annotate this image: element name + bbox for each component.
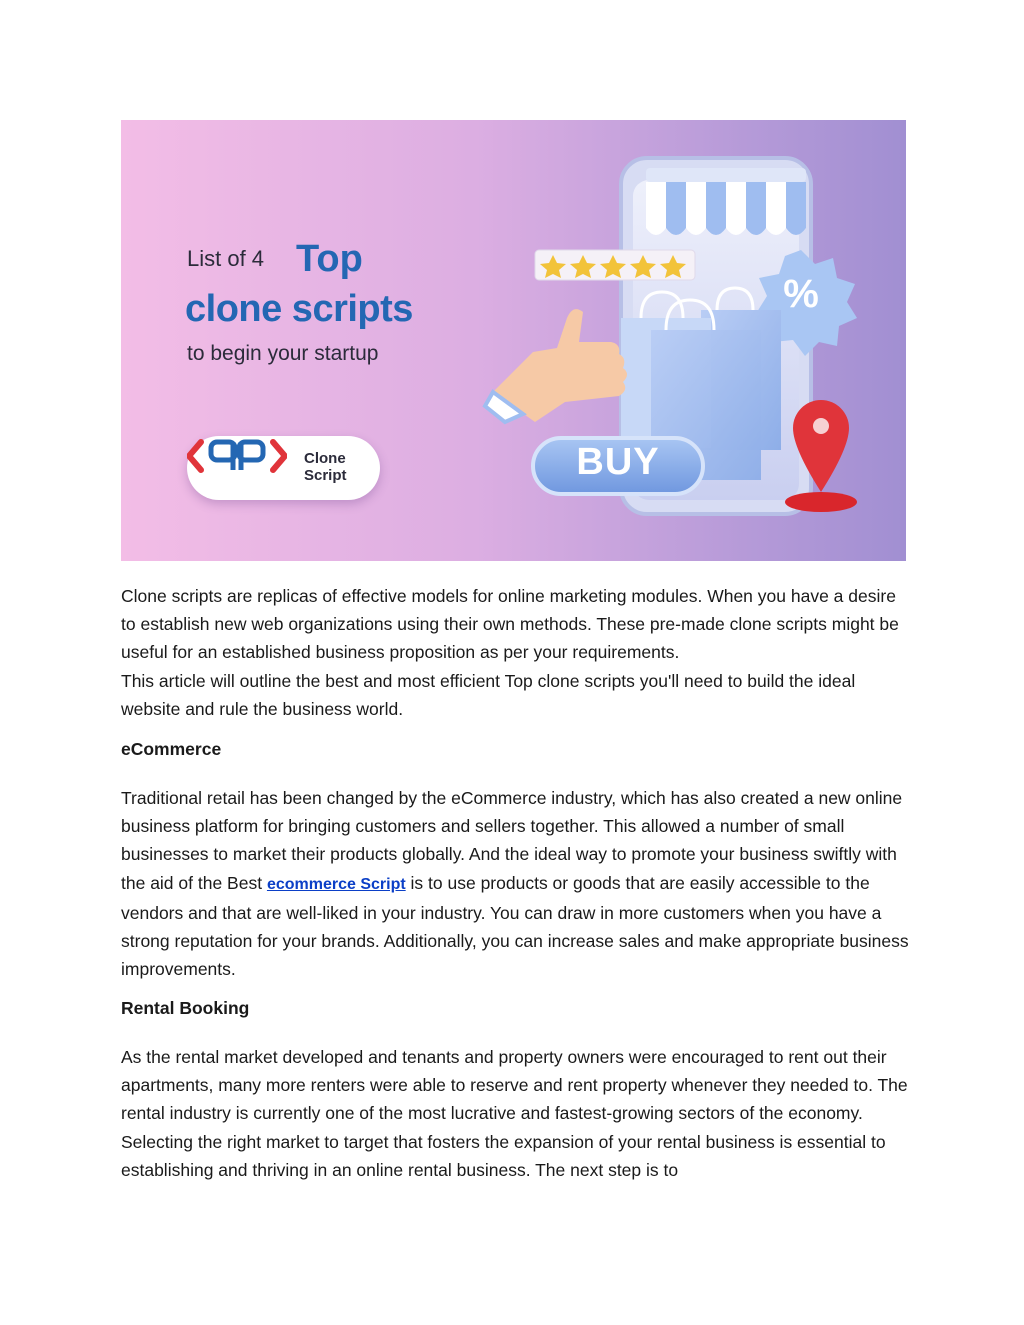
intro-text: Clone scripts are replicas of effective models for online marketing modules. When you have a desire to establish new web organizations using their own methods. These pre-made clone scripts might be useful for an established business proposition as per your requirements. xyxy=(121,586,899,663)
percent-label: % xyxy=(783,272,819,316)
ecommerce-text-before-link: Traditional retail has been changed by the eCommerce industry, which has also created a new online business platform for bringing customers and sellers together. This allowed a number of small businesses to market their products globally. And the ideal way to promote your business swiftly with the aid of the Best xyxy=(121,788,903,893)
headline-main: clone scripts xyxy=(185,288,413,330)
headline-prefix: List of 4 xyxy=(187,246,265,271)
rating-stars-icon xyxy=(535,250,695,280)
rental-booking-paragraph: As the rental market developed and tenants and property owners were encouraged to rent out their apartments, many more renters were able to reserve and rent property whenever they needed to. The rental industry is currently one of the most lucrative and fastest-growing sectors of the economy. Selecting the right market to target that fosters the expansion of your rental business is essential to establishing and thriving in an online rental business. The next step is to xyxy=(121,1047,908,1180)
brand-logo xyxy=(187,436,380,500)
intro-paragraph xyxy=(121,582,911,723)
brand-mark-icon xyxy=(187,436,287,476)
buy-label: BUY xyxy=(576,441,660,483)
headline-sub: to begin your startup xyxy=(187,342,379,365)
headline-highlight: Top xyxy=(296,238,363,280)
brand-name xyxy=(304,450,347,484)
section-heading-rental-booking: Rental Booking xyxy=(121,998,250,1018)
ecommerce-paragraph xyxy=(121,784,911,983)
section-heading-ecommerce: eCommerce xyxy=(121,739,222,759)
ecommerce-script-link[interactable]: ecommerce Script xyxy=(266,875,406,893)
ecommerce-text-after-link: is to use products or goods that are easily accessible to the vendors and that are well-liked in your industry. You can draw in more customers when you have a strong reputation for your brands. Additionally, you can increase sales and make appropriate business improvements. xyxy=(121,872,909,980)
brand-name-line2: Script xyxy=(304,467,347,484)
brand-name-line1: Clone xyxy=(304,450,346,467)
awning-icon xyxy=(646,168,806,235)
hero-banner xyxy=(121,120,906,561)
thumbs-up-icon xyxy=(485,309,627,422)
intro-text-continued: This article will outline the best and most efficient Top clone scripts you'll need to build the ideal website and rule the business world. xyxy=(121,670,856,719)
